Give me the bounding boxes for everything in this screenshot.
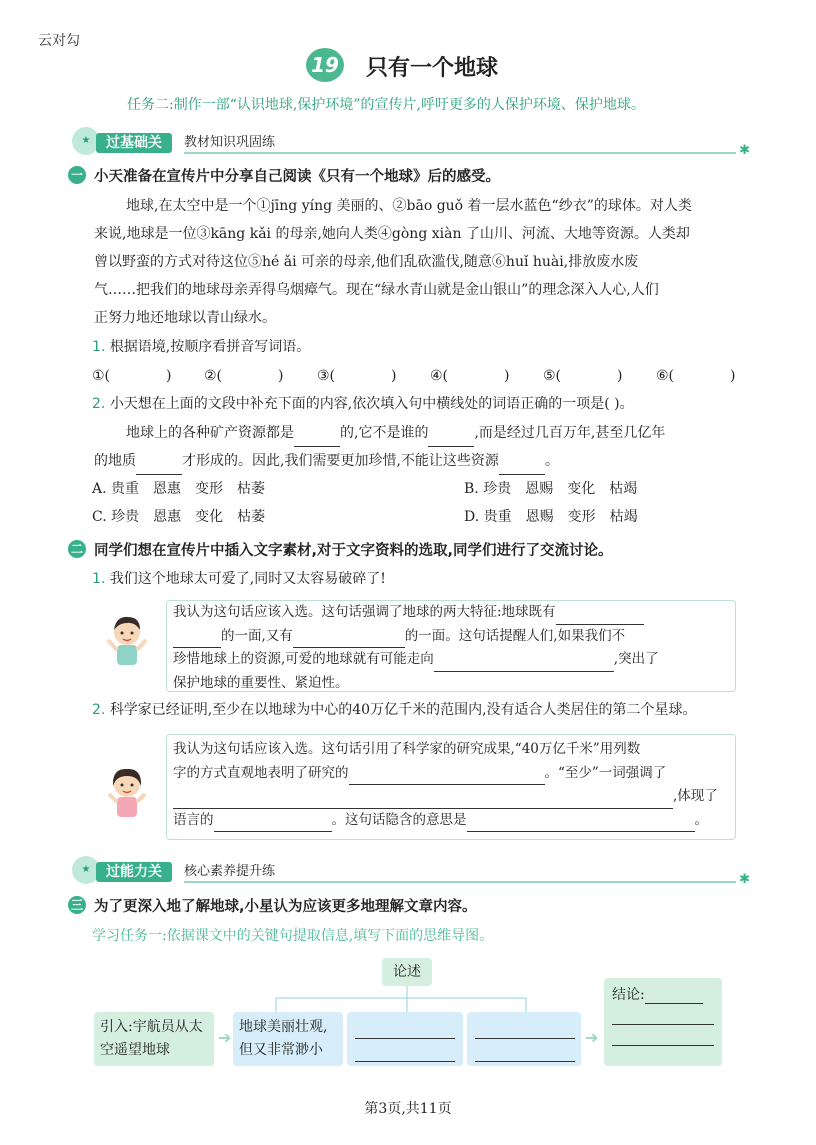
question-1-title: 小天准备在宣传片中分享自己阅读《只有一个地球》后的感受。	[94, 169, 500, 185]
question-3-title: 为了更深入地了解地球,小星认为应该更多地理解文章内容。	[94, 899, 477, 915]
star-icon: ✱	[739, 872, 750, 887]
section-band-basic	[72, 133, 750, 158]
bracket-open: ⑤(	[543, 368, 562, 384]
blank[interactable]	[475, 1039, 575, 1062]
box-text: 。这句话隐含的意思是	[331, 811, 467, 828]
option-b[interactable]: B. 珍贵 恩赐 变化 枯竭	[464, 481, 638, 497]
conclusion-line	[612, 984, 714, 1004]
fill-text: 的,它不是谁的	[340, 425, 429, 441]
question-number-2: 二	[68, 540, 86, 558]
answer-box-2	[166, 734, 736, 840]
conclusion-label: 结论:	[612, 987, 645, 1003]
question-number-3: 三	[68, 896, 86, 914]
box-line	[173, 648, 729, 672]
sub-question-text: 我们这个地球太可爱了,同时又太容易破碎了!	[109, 571, 386, 587]
section-divider	[184, 881, 736, 883]
arrow-right-icon: ➔	[585, 1028, 599, 1047]
bracket-open: ①(	[92, 368, 111, 384]
star-icon: ✱	[739, 143, 750, 158]
option-a[interactable]: A. 贵重 恩惠 变形 枯萎	[92, 481, 266, 497]
section-tag: 过能力关	[96, 862, 172, 882]
brand-label: 云对勾	[38, 33, 80, 49]
bracket-open: ④(	[430, 368, 449, 384]
box-text: 珍惜地球上的资源,可爱的地球就有可能走向	[173, 651, 434, 667]
box-text: ,体现了	[673, 788, 718, 804]
bracket-open: ②(	[204, 368, 223, 384]
passage-line-3: 曾以野蛮的方式对待这位⑤hé ǎi 可亲的母亲,他们乱砍滥伐,随意⑥huǐ huài,排放废水废	[94, 254, 639, 270]
bracket-close: )	[617, 368, 623, 384]
bracket-close: )	[730, 368, 736, 384]
question-number-1: 一	[68, 166, 86, 184]
sub-number: 2.	[92, 702, 106, 718]
fill-text: 。	[544, 453, 559, 469]
box-text: 。“至少”一词强调了	[544, 764, 667, 781]
box-text: 语言的	[173, 811, 214, 828]
option-d[interactable]: D. 贵重 恩赐 变形 枯竭	[464, 509, 638, 525]
sub-number: 1.	[92, 571, 106, 587]
star-badge-icon: ★	[72, 127, 100, 155]
bracket-open: ⑥(	[656, 368, 675, 384]
fill-line-1	[126, 419, 665, 447]
mindmap-intro-node: 引入:宇航员从太空遥望地球	[94, 1012, 214, 1066]
sub-question-text: 根据语境,按顺序看拼音写词语。	[109, 339, 311, 355]
page-number: 第3页,共11页	[364, 1101, 452, 1117]
box-line	[173, 735, 729, 762]
blank[interactable]	[645, 985, 703, 1004]
blank[interactable]	[355, 1020, 455, 1039]
boy-illustration	[102, 612, 152, 670]
bracket-open: ③(	[317, 368, 336, 384]
answer-bracket-5[interactable]	[543, 362, 622, 390]
option-c[interactable]: C. 珍贵 恩惠 变化 枯萎	[92, 509, 266, 525]
blank[interactable]	[214, 831, 332, 832]
blank[interactable]	[475, 1020, 575, 1039]
box-text: ,突出了	[613, 651, 659, 667]
sub-number: 1.	[92, 339, 106, 355]
section-subtitle: 教材知识巩固练	[184, 135, 276, 150]
box-text: 我认为这句话应该入选。这句话引用了科学家的研究成果,“40万亿千米”用列数	[173, 741, 641, 757]
answer-bracket-4[interactable]	[430, 362, 509, 390]
sub-question-text: 科学家已经证明,至少在以地球为中心的40万亿千米的范围内,没有适合人类居住的第二个星球。	[109, 702, 697, 718]
question-2-title: 同学们想在宣传片中插入文字素材,对于文字资料的选取,同学们进行了交流讨论。	[94, 543, 613, 559]
passage-line-5: 正努力地还地球以青山绿水。	[94, 310, 276, 326]
box-line	[173, 625, 729, 649]
section-tag: 过基础关	[96, 133, 172, 153]
box-text: 的一面,又有	[221, 627, 293, 644]
fill-text: 地球上的各种矿产资源都是	[126, 425, 294, 441]
sub-question-2	[92, 390, 634, 418]
blank[interactable]	[467, 831, 695, 832]
bracket-close: )	[504, 368, 510, 384]
bracket-close: )	[391, 368, 397, 384]
sub-question-2-1	[92, 565, 386, 593]
box-text: 。	[694, 811, 708, 828]
box-line	[173, 672, 729, 696]
task-description: 任务二:制作一部“认识地球,保护环境”的宣传片,呼吁更多的人保护环境、保护地球。	[127, 97, 645, 113]
fill-line-2	[94, 447, 559, 475]
sub-question-2-2	[92, 696, 697, 724]
mindmap-conclusion-node[interactable]	[604, 978, 722, 1066]
answer-bracket-6[interactable]	[656, 362, 735, 390]
answer-bracket-1[interactable]	[92, 362, 171, 390]
mindmap-top-node: 论述	[382, 958, 432, 986]
fill-text: 的地质	[94, 453, 136, 469]
box-text: 的一面。这句话提醒人们,如果我们不	[404, 627, 626, 644]
box-text: 保护地球的重要性、紧迫性。	[173, 674, 349, 691]
girl-illustration	[102, 764, 152, 822]
mindmap-point-node-3[interactable]	[467, 1012, 581, 1066]
section-divider	[184, 152, 736, 154]
box-text: 字的方式直观地表明了研究的	[173, 764, 349, 781]
box-line	[173, 785, 729, 809]
blank[interactable]	[355, 1039, 455, 1062]
box-line	[173, 809, 729, 833]
fill-text: ,而是经过几百万年,甚至几亿年	[474, 425, 666, 441]
box-text: 我认为这句话应该入选。这句话强调了地球的两大特征:地球既有	[173, 604, 556, 620]
lesson-number-badge: 19	[306, 48, 344, 82]
mindmap-connector	[270, 986, 540, 1012]
mindmap-point-node-2[interactable]	[347, 1012, 463, 1066]
passage-line-1: 地球,在太空中是一个①jīng yíng 美丽的、②bāo guǒ 着一层水蓝色“纱衣”的球体。对人类	[126, 198, 692, 214]
page-title: 只有一个地球	[366, 56, 499, 81]
bracket-close: )	[278, 368, 284, 384]
blank[interactable]	[612, 1004, 714, 1025]
section-subtitle: 核心素养提升练	[184, 864, 276, 879]
blank[interactable]	[612, 1025, 714, 1046]
section-band-ability	[72, 862, 750, 887]
fill-text: 才形成的。因此,我们需要更加珍惜,不能让这些资源	[182, 453, 499, 469]
answer-bracket-2[interactable]	[204, 362, 283, 390]
star-badge-icon: ★	[72, 856, 100, 884]
passage-line-2: 来说,地球是一位③kāng kǎi 的母亲,她向人类④gòng xiàn 了山川、河流、大地等资源。人类却	[94, 226, 690, 242]
mindmap-point-node-1: 地球美丽壮观,但又非常渺小	[233, 1012, 343, 1066]
sub-number: 2.	[92, 396, 106, 412]
sub-question-1	[92, 333, 310, 361]
passage-line-4: 气……把我们的地球母亲弄得乌烟瘴气。现在“绿水青山就是金山银山”的理念深入人心,人们	[94, 282, 659, 298]
answer-bracket-3[interactable]	[317, 362, 396, 390]
box-line	[173, 762, 729, 786]
bracket-close: )	[166, 368, 172, 384]
box-line	[173, 601, 729, 625]
answer-box-1	[166, 600, 736, 692]
arrow-right-icon: ➔	[218, 1028, 232, 1047]
learning-task: 学习任务一:依据课文中的关键句提取信息,填写下面的思维导图。	[92, 928, 494, 944]
blank[interactable]	[434, 671, 614, 672]
sub-question-text: 小天想在上面的文段中补充下面的内容,依次填入句中横线处的词语正确的一项是( )。	[109, 396, 634, 412]
